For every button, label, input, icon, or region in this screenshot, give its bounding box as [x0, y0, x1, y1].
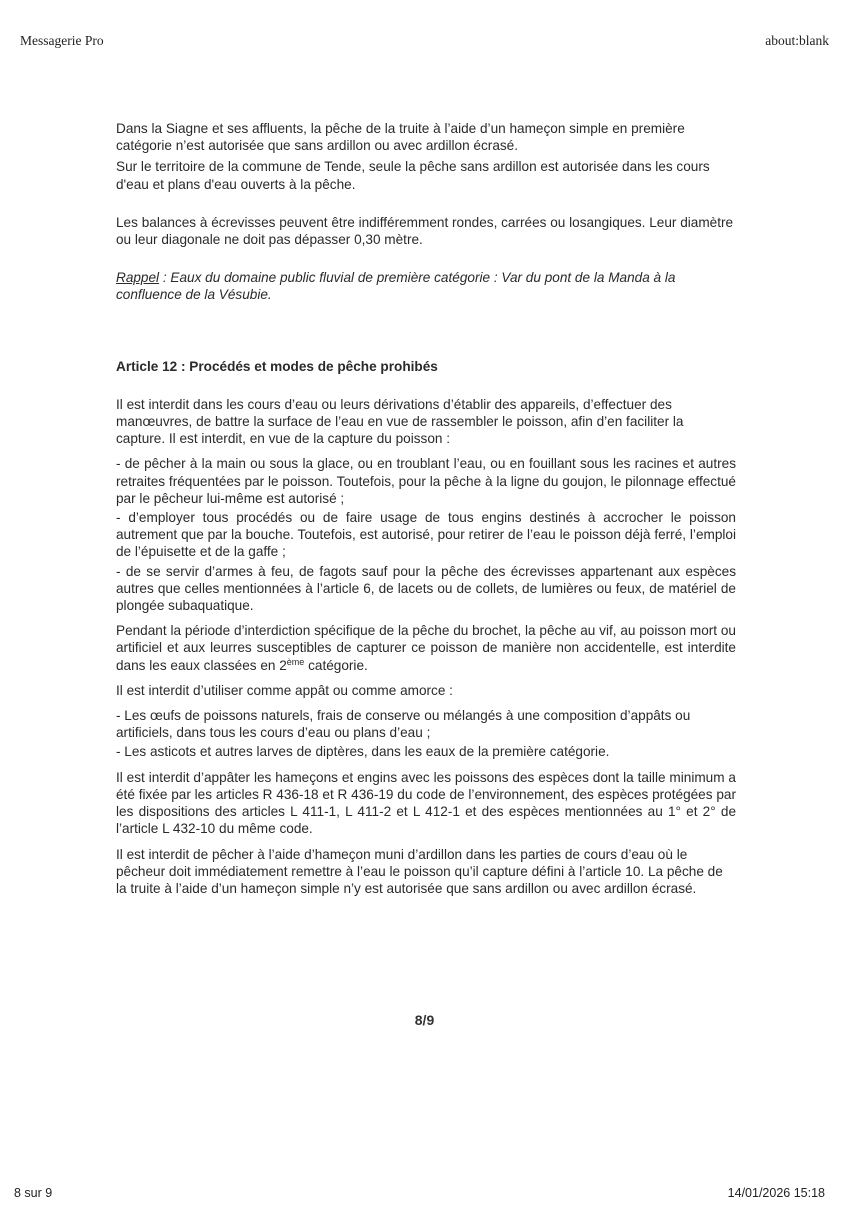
article-12-heading: Article 12 : Procédés et modes de pêche prohibés [116, 358, 438, 374]
rappel-note [116, 269, 736, 303]
brochet-text: Pendant la période d’interdiction spécifique de la pêche du brochet, la pêche au vif, au poisson mort ou artificiel et aux leurres susceptibles de capturer ce poisson de manière non accidentelle, est interdite dans les eaux classées en 2 [116, 623, 736, 673]
intro-paragraph-siagne: Dans la Siagne et ses affluents, la pêche de la truite à l’aide d’un hameçon simple en première catégorie n’est autorisée que sans ardillon ou avec ardillon écrasé. [116, 121, 685, 154]
footer-datetime: 14/01/2026 15:18 [727, 1186, 825, 1200]
prohibition-item: - d’employer tous procédés ou de faire usage de tous engins destinés à accrocher le poisson autrement que par la bouche. Toutefois, est autorisé, pour retirer de l’eau le poisson déjà ferré, l’emploi de l’épuisette et de la gaffe ; [116, 510, 736, 560]
prohibition-item: - de pêcher à la main ou sous la glace, ou en troublant l’eau, ou en fouillant sous les racines et autres retraites fréquentées par le poisson. Toutefois, pour la pêche à la ligne du goujon, le pilonnage effectué par le pêcheur lui-même est autorisé ; [116, 456, 736, 506]
print-header-title: Messagerie Pro [20, 33, 104, 48]
intro-paragraph-balances: Les balances à écrevisses peuvent être indifféremment rondes, carrées ou losangiques. Leur diamètre ou leur diagonale ne doit pas dépasser 0,30 mètre. [116, 214, 734, 248]
barbed-hook-paragraph: Il est interdit de pêcher à l’aide d’hameçon muni d’ardillon dans les parties de cours d’eau où le pêcheur doit immédiatement remettre à l’eau le poisson qu’il capture défini à l’article 10. La pêche de la truite à l’aide d’un hameçon simple n’y est autorisée que sans ardillon ou avec ardillon écrasé. [116, 846, 723, 896]
hook-bait-paragraph: Il est interdit d’appâter les hameçons et engins avec les poissons des espèces dont la taille minimum a été fixée par les articles R 436-18 et R 436-19 du code de l’environnement, des espèces protégées par les dispositions des articles L 411-1, L 411-2 et L 412-1 et des espèces mentionnées au 1° et 2° de l’article L 432-10 du même code. [116, 769, 736, 837]
document-page [116, 120, 736, 897]
print-header-url: about:blank [765, 33, 829, 48]
superscript-eme: ème [286, 656, 305, 667]
brochet-paragraph [116, 622, 736, 674]
rappel-label: Rappel [116, 270, 160, 286]
page-number: 8/9 [414, 1012, 435, 1028]
prohibition-item: - de se servir d’armes à feu, de fagots sauf pour la pêche des écrevisses appartenant aux espèces autres que celles mentionnées à l’article 6, de lacets ou de collets, de lumières ou feux, de matériel de plongée subaquatique. [116, 563, 736, 614]
bait-intro: Il est interdit d’utiliser comme appât ou comme amorce : [116, 682, 453, 698]
footer-page-count: 8 sur 9 [14, 1186, 53, 1200]
article-12-intro: Il est interdit dans les cours d’eau ou leurs dérivations d’établir des appareils, d’effectuer des manœuvres, de battre la surface de l’eau en vue de rassembler le poisson, afin d’en faciliter la capture. Il est interdit, en vue de la capture du poisson : [116, 396, 684, 447]
print-footer [0, 1186, 849, 1206]
print-header [0, 33, 849, 53]
bait-item: - Les asticots et autres larves de diptères, dans les eaux de la première catégorie. [116, 744, 610, 760]
brochet-text-end: catégorie. [304, 657, 368, 673]
rappel-text: : Eaux du domaine public fluvial de première catégorie : Var du pont de la Manda à la confluence de la Vésubie. [116, 270, 676, 303]
bait-item: - Les œufs de poissons naturels, frais de conserve ou mélangés à une composition d’appâts ou artificiels, dans tous les cours d’eau ou plans d’eau ; [116, 708, 691, 741]
intro-paragraph-tende: Sur le territoire de la commune de Tende, seule la pêche sans ardillon est autorisée dans les cours d'eau et plans d'eau ouverts à la pêche. [116, 159, 710, 192]
